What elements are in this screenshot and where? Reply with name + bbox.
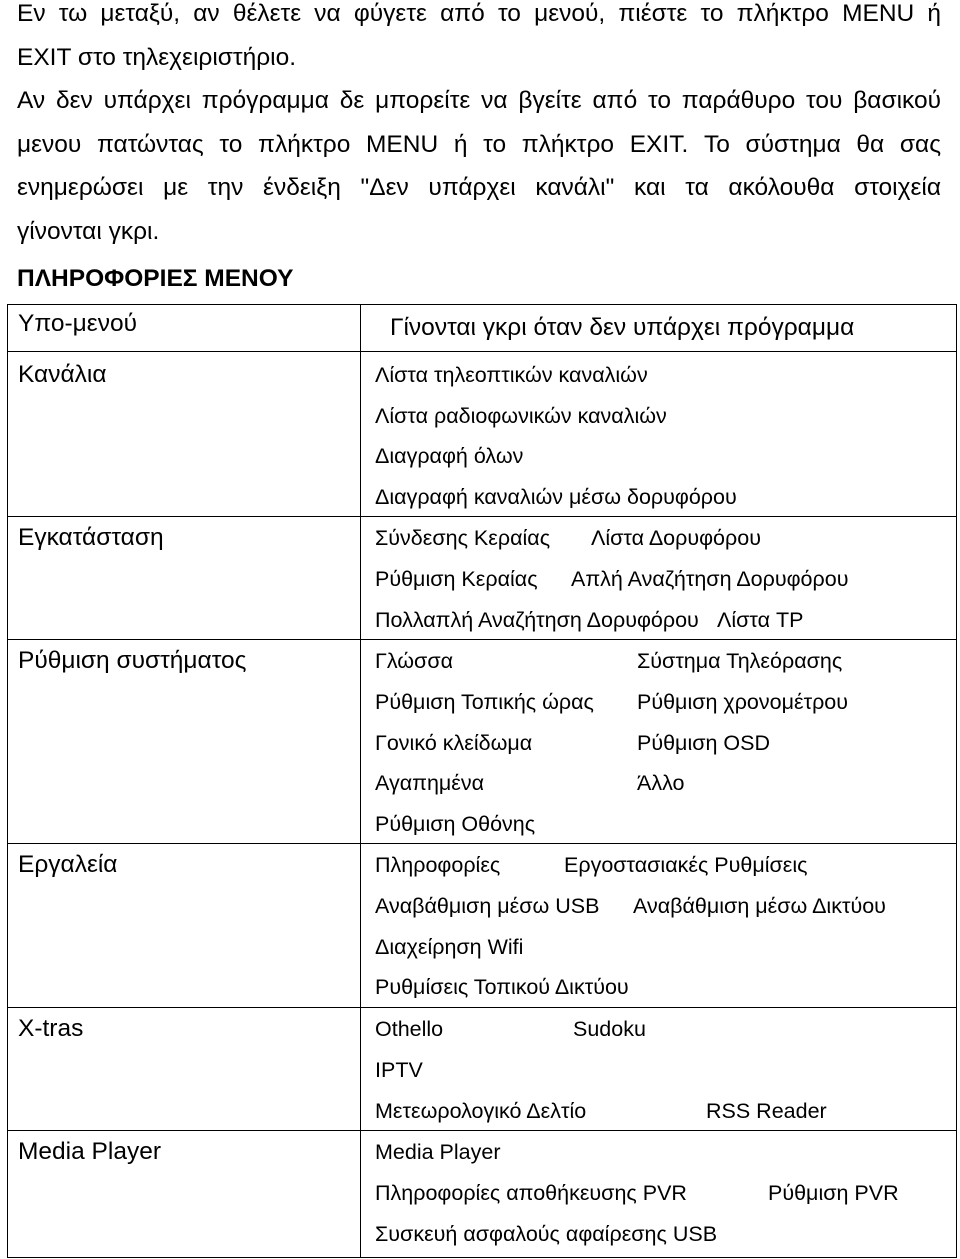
menu-item: Ρύθμιση PVR <box>768 1181 899 1205</box>
menu-item: Ρύθμιση OSD <box>637 731 771 755</box>
menu-item: Media Player <box>375 1140 501 1164</box>
menu-item: Ρυθμίσεις Τοπικού Δικτύου <box>375 975 629 999</box>
menu-item: Λίστα Δορυφόρου <box>591 526 761 550</box>
row-label: X-tras <box>18 1015 84 1042</box>
intro-line: EXIT στο τηλεχειριστήριο. <box>17 43 297 71</box>
intro-paragraph <box>17 0 941 79</box>
menu-item: IPTV <box>375 1058 423 1082</box>
menu-item: Εργοστασιακές Ρυθμίσεις <box>564 853 808 877</box>
intro-line: Εν τω μεταξύ, αν θέλετε να φύγετε από το μενού, πιέστε το πλήκτρο MENU ή <box>17 0 941 27</box>
menu-item: Διαγραφή όλων <box>375 444 524 468</box>
menu-item: Σύνδεσης Κεραίας <box>375 526 551 550</box>
note-paragraph <box>17 79 941 253</box>
table-row-xtras <box>8 1007 956 1131</box>
menu-item: Ρύθμιση χρονομέτρου <box>637 690 849 714</box>
note-line: γίνονται γκρι. <box>17 217 160 245</box>
menu-item: Λίστα TP <box>717 608 804 632</box>
menu-item: Αναβάθμιση μέσω USB <box>375 894 600 918</box>
menu-item: Λίστα ραδιοφωνικών καναλιών <box>375 404 667 428</box>
menu-item: Άλλο <box>637 771 685 795</box>
menu-item: Othello <box>375 1017 444 1041</box>
note-line: Αν δεν υπάρχει πρόγραμμα δε μπορείτε να βγείτε από το παράθυρο του βασικού <box>17 87 941 114</box>
note-line: ενημερώσει με την ένδειξη "Δεν υπάρχει κανάλι" και τα ακόλουθα στοιχεία <box>17 174 941 201</box>
menu-item: Αναβάθμιση μέσω Δικτύου <box>633 894 886 918</box>
header-greyed-items: Γίνονται γκρι όταν δεν υπάρχει πρόγραμμα <box>390 314 855 341</box>
menu-item: Πληροφορίες αποθήκευσης PVR <box>375 1181 687 1205</box>
table-row-system-settings <box>8 639 956 844</box>
menu-item: Απλή Αναζήτηση Δορυφόρου <box>571 567 849 591</box>
menu-item: Λίστα τηλεοπτικών καναλιών <box>375 363 648 387</box>
row-label: Κανάλια <box>18 361 107 388</box>
row-label: Εργαλεία <box>18 851 118 878</box>
row-label: Ρύθμιση συστήματος <box>18 647 247 674</box>
table-header-row <box>8 305 956 351</box>
note-line: μενου πατώντας το πλήκτρο MENU ή το πλήκτρο EXIT. Το σύστημα θα σας <box>17 130 941 158</box>
menu-item: Πολλαπλή Αναζήτηση Δορυφόρου <box>375 608 699 632</box>
menu-item: Γλώσσα <box>375 649 454 673</box>
menu-item: Μετεωρολογικό Δελτίο <box>375 1099 587 1123</box>
menu-item: RSS Reader <box>706 1099 827 1123</box>
header-submenu: Υπο-μενού <box>18 310 137 337</box>
menu-item: Πληροφορίες <box>375 853 501 877</box>
section-heading: ΠΛΗΡΟΦΟΡΙΕΣ ΜΕΝΟΥ <box>17 265 294 292</box>
menu-item: Αγαπημένα <box>375 771 485 795</box>
menu-item: Σύστημα Τηλεόρασης <box>637 649 843 673</box>
menu-item: Ρύθμιση Οθόνης <box>375 812 536 836</box>
menu-item: Γονικό κλείδωμα <box>375 731 533 755</box>
menu-item: Διαχείρηση Wifi <box>375 935 524 959</box>
menu-item: Συσκευή ασφαλούς αφαίρεσης USB <box>375 1222 718 1246</box>
menu-item: Ρύθμιση Τοπικής ώρας <box>375 690 594 714</box>
table-row-media-player <box>8 1130 956 1258</box>
menu-item: Sudoku <box>573 1017 646 1041</box>
menu-item: Διαγραφή καναλιών μέσω δορυφόρου <box>375 485 737 509</box>
table-row-installation <box>8 516 956 640</box>
row-label: Εγκατάσταση <box>18 524 164 551</box>
menu-info-table <box>7 304 957 1258</box>
table-row-channels <box>8 351 956 517</box>
table-row-tools <box>8 843 956 1008</box>
menu-item: Ρύθμιση Κεραίας <box>375 567 538 591</box>
row-label: Media Player <box>18 1138 161 1165</box>
